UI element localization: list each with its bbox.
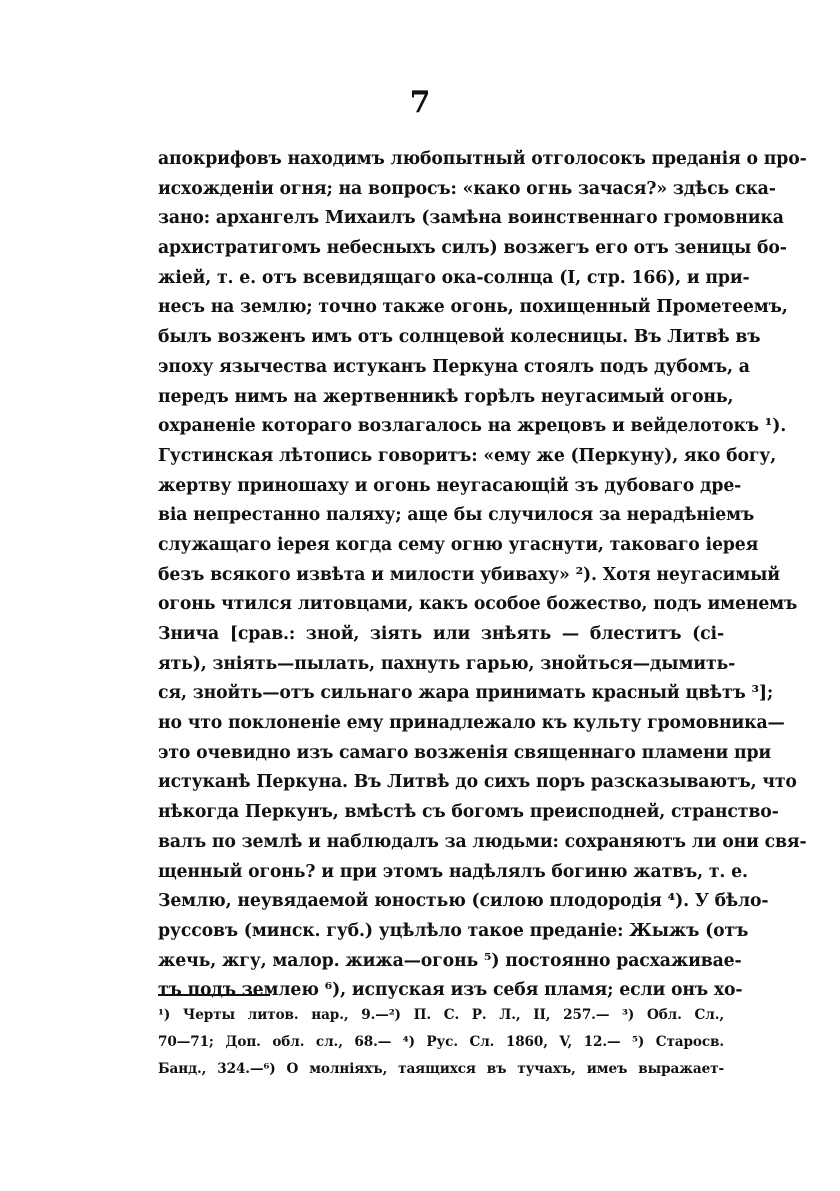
text-line: ять), зніять—пылать, пахнуть гарью, знойться—дымить- [158,653,736,674]
text-line: жечь, жгу, малор. жижа—огонь ⁵) постоянно расхаживае- [158,950,742,971]
text-line: щенный огонь? и при этомъ надѣлялъ богиню жатвъ, т. е. [158,861,748,882]
text-line: огонь чтился литовцами, какъ особое божество, подъ именемъ [158,594,798,615]
text-line: нѣкогда Перкунъ, вмѣстѣ съ богомъ преисподней, странство- [158,802,779,823]
page-number: 7 [409,85,431,120]
text-line: эпоху язычества истуканъ Перкуна стоялъ подъ дубомъ, а [158,356,750,377]
text-line: тъ подъ землею ⁶), испуская изъ себя пламя; если онъ хо- [158,980,743,1001]
text-line: жіей, т. е. отъ всевидящаго ока-солнца (I, стр. 166), и при- [158,267,750,288]
footnote-line: ¹) Черты литов. нар., 9.—²) П. С. Р. Л., II, 257.— ³) Обл. Сл., [158,1007,724,1023]
text-line: віа непрестанно паляху; аще бы случилося за нерадѣніемъ [158,505,755,526]
text-line: валъ по землѣ и наблюдалъ за людьми: сохраняютъ ли они свя- [158,831,807,852]
text-line: зано: архангелъ Михаилъ (замѣна воинственнаго громовника [158,208,784,229]
text-line: истуканѣ Перкуна. Въ Литвѣ до сихъ поръ разсказываютъ, что [158,772,797,793]
text-line: руссовъ (минск. губ.) уцѣлѣло такое преданіе: Жыжъ (отъ [158,920,749,941]
text-line: архистратигомъ небесныхъ силъ) возжегъ его отъ зеницы бо- [158,238,787,259]
body-text [158,145,807,1006]
text-line: но что поклоненіе ему принадлежало къ культу громовника— [158,713,785,734]
text-line: это очевидно изъ самаго возженія священнаго пламени при [158,742,772,763]
text-line: Землю, неувядаемой юностью (силою плодородія ⁴). У бѣло- [158,891,769,912]
text-line: ся, знойть—отъ сильнаго жара принимать красный цвѣтъ ³]; [158,683,774,704]
text-line: апокрифовъ находимъ любопытный отголосокъ преданія о про- [158,149,807,169]
text-line: Густинская лѣтопись говоритъ: «ему же (Перкуну), яко богу, [158,445,777,466]
text-line: охраненіе котораго возлагалось на жрецовъ и вейделотокъ ¹). [158,416,787,437]
footnote-divider [158,994,270,996]
text-line: передъ нимъ на жертвенникѣ горѣлъ неугасимый огонь, [158,386,734,407]
text-line: былъ возженъ имъ отъ солнцевой колесницы. Въ Литвѣ въ [158,327,761,348]
text-line: исхожденіи огня; на вопросъ: «како огнь зачася?» здѣсь ска- [158,178,776,199]
footnote-line: 70—71; Доп. обл. сл., 68.— ⁴) Рус. Сл. 1860, V, 12.— ⁵) Старосв. [158,1034,724,1050]
text-line: Знича [срав.: зной, зіять или знѣять — блеститъ (сі- [158,624,724,644]
text-line: несъ на землю; точно также огонь, похищенный Прометеемъ, [158,297,788,318]
footnote-line: Банд., 324.—⁶) О молніяхъ, таящихся въ тучахъ, имеъ выражает- [158,1061,724,1077]
footnotes [158,1002,724,1083]
text-line: безъ всякого извѣта и милости убиваху» ²). Хотя неугасимый [158,564,780,585]
text-line: служащаго іерея когда сему огню угаснути, таковаго іерея [158,534,759,555]
text-line: жертву приношаху и огонь неугасающій зъ дубоваго дре- [158,475,742,496]
